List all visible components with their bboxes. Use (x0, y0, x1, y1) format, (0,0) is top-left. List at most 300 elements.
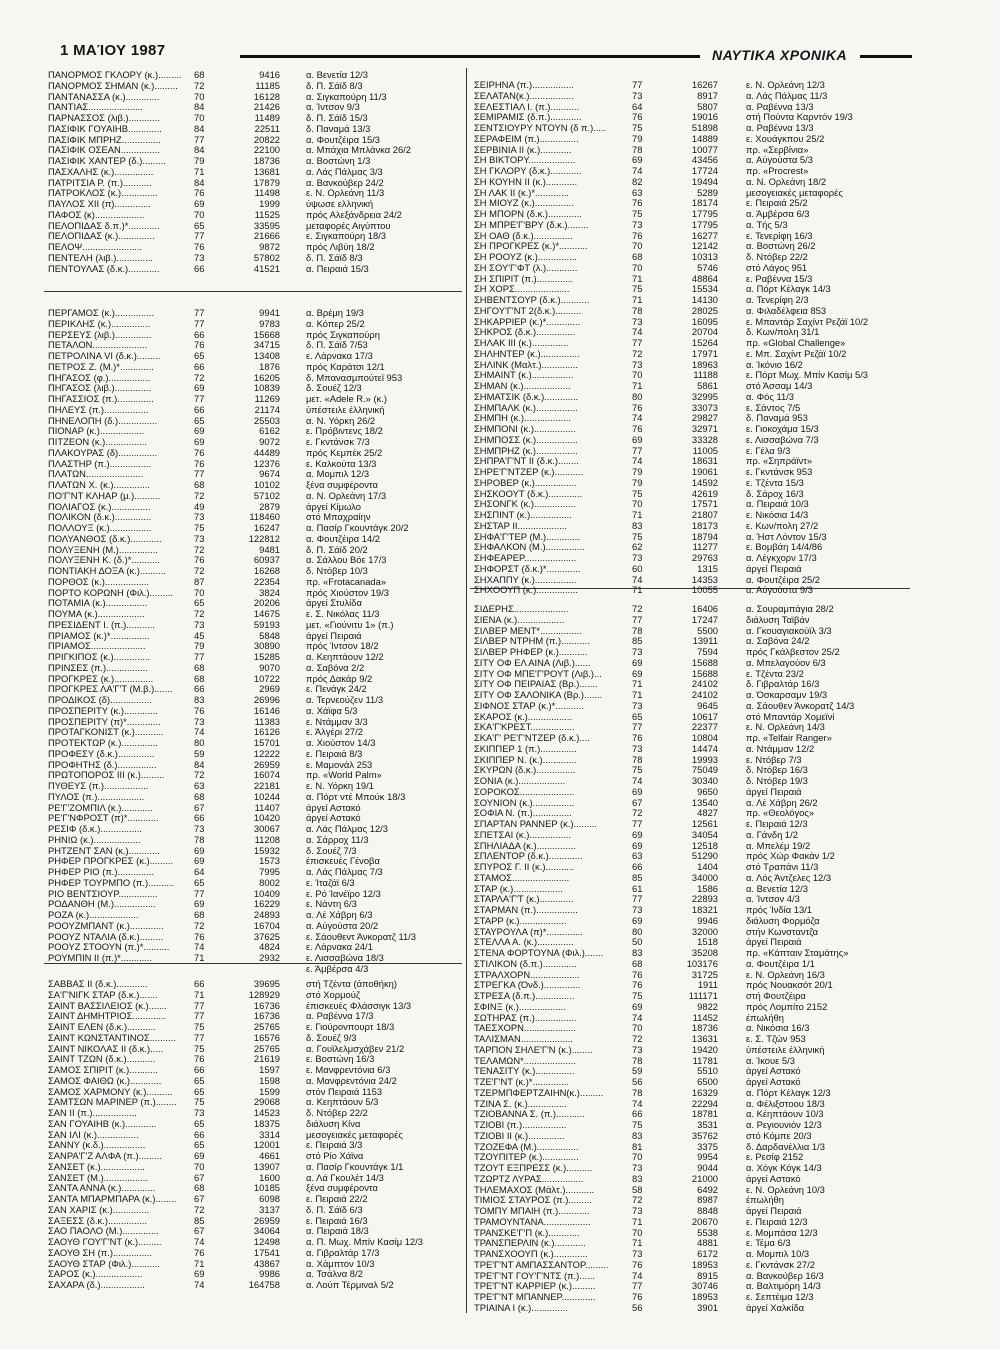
build-year: 77 (632, 445, 643, 456)
tonnage: 18736 (253, 156, 280, 166)
build-year: 74 (632, 1270, 643, 1281)
ship-name: ΣΑΞΕΣΣ (δ.κ.)............... (48, 1215, 148, 1226)
build-year: 87 (194, 576, 205, 587)
destination: α. Ν. Ορλεάνη 18/2 (746, 176, 827, 187)
destination: έπισκευές Φλάσσιγκ 13/3 (306, 1000, 412, 1011)
tonnage: 18953 (691, 1259, 718, 1270)
destination: δ. Ντόβερ 16/3 (746, 765, 808, 776)
build-year: 73 (194, 716, 205, 727)
destination: ε. Πειραιά 25/2 (746, 198, 808, 209)
destination: στό Άσσαμ 14/3 (746, 381, 813, 391)
ship-name: ΣΑΝ ΧΑΡΙΣ (κ.).............. (48, 1204, 150, 1215)
tonnage: 11269 (254, 394, 280, 404)
build-year: 73 (632, 700, 643, 711)
destination: δ. Π. Σάϊδ 6/3 (306, 1204, 363, 1215)
ship-name: ΣΑΙΝΤ ΔΗΜΗΤΡΙΟΣ............. (48, 1011, 167, 1022)
ship-name: ΣΚΥΡΩΝ (δ.κ.)............... (474, 765, 576, 776)
ship-name: ΡΕ'Γ'ΝΦΡΟΣΤ (π)*............ (48, 813, 159, 824)
ship-name: ΣΙΤΥ ΟΦ ΠΕΙΡΑΙΑΣ (Βρ.)....... (474, 679, 598, 690)
ship-name: ΤΙΜΙΟΣ ΣΤΑΥΡΟΣ (π.)......... (474, 1195, 592, 1206)
destination: α. Πειραιά 15/3 (306, 263, 369, 274)
tonnage: 3137 (259, 1204, 280, 1215)
tonnage: 33595 (253, 220, 280, 231)
destination: στήν Κωνσταντζα (746, 926, 819, 937)
destination: ε. Βομβάη 14/4/86 (746, 542, 823, 553)
build-year: 71 (632, 295, 643, 305)
build-year: 65 (194, 877, 205, 888)
build-year: 73 (632, 1206, 643, 1216)
destination: α. Μανφρεντόνια 24/2 (306, 1075, 397, 1086)
destination: έπωλήθη (746, 1195, 784, 1206)
tonnage: 9650 (697, 786, 718, 797)
build-year: 73 (632, 1249, 643, 1259)
tonnage: 8987 (697, 1195, 718, 1206)
ship-name: ΣΑΙΝΤ ΝΙΚΟΛΑΣ ΙΙ (δ.κ.)..... (48, 1043, 164, 1054)
ship-name: ΣΗ ΓΚΛΟΡΥ (δ.κ.)............ (474, 166, 582, 176)
ship-name: ΣΚΑΡΟΣ (κ.)................. (474, 711, 573, 722)
build-year: 75 (194, 523, 205, 533)
build-year: 73 (194, 533, 205, 544)
ship-name: ΣΩΤΗΡΑΣ (π.)................ (474, 1012, 577, 1023)
destination: α. Τερνεούζεν 11/3 (306, 695, 384, 705)
tonnage: 30340 (691, 776, 718, 786)
ship-name: ΡΗΦΕΡ ΤΟΥΡΜΠΟ (π.).......... (48, 877, 175, 888)
ship-name: ΣΗ ΒΙΚΤΟΡΥ.................. (474, 155, 576, 166)
destination: α. Μπάχια Μπλάνκα 26/2 (306, 145, 411, 156)
destination: δ. Π. Σάϊδ 8/3 (306, 80, 363, 91)
build-year: 76 (194, 242, 205, 252)
ship-name: ΣΑΝΡΑ'Γ'Ζ ΑΛΦΑ (π.)......... (48, 1151, 163, 1161)
ship-name: ΤΡΕ'Γ'ΝΤ ΜΠΑΝΝΕΡ............. (474, 1292, 596, 1302)
build-year: 72 (194, 566, 205, 576)
destination: διάλυση Κίνα (306, 1118, 361, 1129)
build-year: 76 (632, 198, 643, 209)
ship-name: ΤΡΑΝΣΧΟΟΥΠ (κ.)............. (474, 1249, 588, 1259)
ship-name: ΠΑΝΟΡΜΟΣ ΣΗΜΑΝ (κ.)......... (48, 80, 178, 91)
destination: α. Λάς Πάλμας 7/3 (306, 867, 383, 877)
tonnage: 16126 (253, 727, 280, 738)
tonnage: 4881 (697, 1238, 718, 1249)
build-year: 79 (632, 467, 643, 477)
destination: πρός Χώρ Φακάν 1/2 (746, 851, 835, 862)
ship-name: ΡΟΟΥΖΜΠΑΝΤ (κ.)............. (48, 920, 164, 931)
tonnage: 12376 (253, 458, 280, 469)
destination: δ. Γιβραλτάρ 16/3 (746, 679, 820, 690)
ship-name: ΣΤΑΜΟΣ...................... (474, 872, 570, 883)
tonnage: 21426 (253, 102, 280, 113)
build-year: 65 (194, 598, 205, 609)
ship-name: ΣΑΟΥΘ ΣΤΑΡ (Φιλ.)........... (48, 1258, 160, 1269)
build-year: 69 (194, 899, 205, 910)
destination: α. Τενερίφη 2/3 (746, 295, 809, 305)
ship-name: ΣΤΑΥΡΟΥΛΑ (π)*.............. (474, 926, 583, 937)
ship-name: ΣΗΜΠΑΛΚ (κ.)................ (474, 402, 578, 413)
build-year: 69 (194, 426, 205, 437)
destination: ε. Σιγκαπούρη 18/3 (306, 231, 387, 242)
destination: α. Λέ Χάβρη 6/3 (306, 910, 373, 920)
build-year: 72 (632, 348, 643, 359)
build-year: 71 (632, 1216, 643, 1227)
build-year: 66 (194, 361, 205, 372)
ship-name: ΠΡΟΤΕΚΤΩΡ (κ.).............. (48, 738, 158, 748)
destination: ε. Σεπτέιμα 12/3 (746, 1292, 814, 1302)
build-year: 74 (632, 166, 643, 176)
tonnage: 9954 (697, 1152, 718, 1163)
build-year: 73 (632, 553, 643, 563)
ship-name: ΣΑΝ ΓΟΥΑΙΗΒ (κ.)............ (48, 1118, 157, 1129)
ship-name: ΣΑΝ ΙΛΙ (κ.)................ (48, 1129, 139, 1140)
tonnage: 5538 (697, 1227, 718, 1238)
destination: α. Βανκούβερ 16/3 (746, 1270, 824, 1281)
build-year: 75 (632, 1120, 643, 1130)
ship-name: ΤΖΙΟΒΙ (π.)................. (474, 1120, 567, 1130)
build-year: 75 (632, 531, 643, 542)
destination: άργεί Χαλκίδα (746, 1302, 805, 1313)
ship-name: ΠΥΛΟΣ (π.).................. (48, 791, 145, 802)
tonnage: 22181 (253, 781, 280, 791)
build-year: 79 (194, 641, 205, 652)
build-year: 79 (632, 133, 643, 144)
destination: α. Λάς Πάλμας 12/3 (306, 824, 388, 834)
build-year: 77 (194, 308, 205, 318)
tonnage: 26959 (253, 759, 280, 770)
tonnage: 5861 (697, 381, 718, 391)
ship-name: ΠΡΩΤΟΠΟΡΟΣ ΙΙΙ (κ.)......... (48, 770, 165, 781)
build-year: 64 (632, 101, 643, 112)
build-year: 72 (194, 544, 205, 555)
tonnage: 9783 (259, 318, 280, 329)
destination: α. Πειραιά 18/3 (306, 1226, 369, 1237)
destination: πρός Αλεξάνδρεια 24/2 (306, 209, 402, 220)
build-year: 64 (194, 867, 205, 877)
build-year: 78 (632, 144, 643, 155)
ship-name: ΠΛΑΚΟΥΡΑΣ (δ)............... (48, 447, 158, 458)
build-year: 69 (632, 829, 643, 840)
tonnage: 9986 (259, 1269, 280, 1280)
ship-name: ΣΗΦΟΡΣΤ (δ.κ.)*............. (474, 563, 581, 574)
tonnage: 16329 (691, 1087, 718, 1098)
build-year: 65 (194, 351, 205, 361)
tonnage: 9872 (259, 242, 280, 252)
ship-name: ΣΑ'Γ'ΝΙΓΚ ΣΤΑΡ (δ.κ.)....... (48, 989, 158, 1000)
ship-name: ΣΑΝΝΥ (κ.δ.)................ (48, 1140, 146, 1151)
destination: δ. Δαρδανέλλια 1/3 (746, 1141, 825, 1152)
build-year: 66 (194, 404, 205, 415)
destination: α. Νικόσια 16/3 (746, 1023, 810, 1034)
tonnage: 17795 (691, 219, 718, 230)
ship-name: ΠΑΝΤΙΑΣ..................... (48, 102, 143, 113)
build-year: 68 (632, 958, 643, 969)
destination: α. Βενετία 12/3 (306, 70, 368, 80)
build-year: 70 (632, 241, 643, 252)
build-year: 76 (632, 230, 643, 241)
ship-name: ΣΗΦΕΑΡΕΡ.................... (474, 553, 577, 563)
ship-name: ΤΡΑΝΣΚΕ'Γ'Π (κ.)............ (474, 1227, 580, 1238)
ship-name: ΣΙΛΒΕΡ ΡΗΦΕΡ (κ.)........... (474, 647, 588, 657)
destination: ε. Ν. Ορλεάνη 14/3 (746, 722, 825, 733)
destination: έπωλήθη (746, 1012, 784, 1023)
build-year: 74 (632, 776, 643, 786)
destination: πρ. «Σηπράϊντ» (746, 456, 813, 467)
build-year: 76 (194, 340, 205, 351)
destination: δ. Π. Σάϊδ 8/3 (306, 252, 363, 263)
tonnage: 11277 (692, 542, 718, 553)
destination: ε. Σ. Τζών 953 (746, 1034, 806, 1044)
build-year: 67 (194, 1194, 205, 1204)
destination: ε. Λάρνακα 24/1 (306, 942, 373, 953)
ship-name: ΤΖΙΝΑ Σ. (κ.)............... (474, 1098, 567, 1109)
tonnage: 22377 (691, 722, 718, 733)
ship-name: ΠΡΟΓΚΡΕΣ (κ.)............... (48, 673, 154, 684)
build-year: 74 (632, 413, 643, 424)
ship-name: ΣΗΛΙΝΚ (Μαλτ.).............. (474, 359, 578, 370)
destination: άργεί Αστακό (746, 1077, 801, 1087)
build-year: 66 (194, 813, 205, 824)
build-year: 66 (632, 862, 643, 872)
ship-name: ΡΟΖΑ (κ.)................... (48, 910, 139, 920)
tonnage: 17879 (253, 177, 280, 188)
destination: α. Χόγκ Κόγκ 14/3 (746, 1163, 822, 1173)
tonnage: 16736 (253, 1000, 280, 1011)
destination: ε. Ν. Ορλεάνη 12/3 (746, 80, 825, 90)
destination: δ. Παναμά 13/3 (306, 123, 371, 134)
ship-name: ΣΗΜΠΟΣΣ (κ.)................ (474, 434, 578, 445)
tonnage: 44489 (253, 447, 280, 458)
destination: α. Φέλιξστοου 18/3 (746, 1098, 825, 1109)
tonnage: 6172 (697, 1249, 718, 1259)
destination: πρ. «Global Challenge» (746, 338, 846, 348)
tonnage: 22100 (253, 145, 280, 156)
build-year: 74 (632, 327, 643, 338)
ship-name: ΣΤΡΕΓΚΑ (Όνδ.).............. (474, 980, 581, 991)
build-year: 70 (194, 1161, 205, 1172)
build-year: 75 (194, 1022, 205, 1032)
destination: στό Ρίο Χάϊνα (306, 1151, 364, 1161)
destination: άργεί Αστακό (306, 813, 361, 824)
build-year: 59 (632, 1066, 643, 1077)
tonnage: 43456 (691, 155, 718, 166)
build-year: 65 (194, 1140, 205, 1151)
ship-name: ΤΡΕ'Γ'ΝΤ ΚΑΡΡΙΕΡ (κ.)......... (474, 1281, 596, 1292)
build-year: 69 (194, 845, 205, 856)
destination: α. Βρέμη 19/3 (306, 308, 364, 318)
build-year: 75 (632, 123, 643, 133)
destination: α. Κέηπτάουν 10/3 (746, 1109, 824, 1120)
ship-name: ΡΟΔΑΝΘΗ (Μ.)................ (48, 899, 156, 910)
tonnage: 11208 (254, 834, 280, 845)
ship-name: ΣΑΝΤΑ ΑΝΝΑ (κ.)............. (48, 1183, 156, 1194)
destination: μεσογειακές μεταφορές (746, 187, 843, 198)
destination: άργεί Πειραιά (746, 937, 802, 948)
ship-name: ΣΗΠΡΑ'Γ'ΝΤ ΙΙ (δ.κ.)........ (474, 456, 579, 467)
destination: α. Μπελέμ 19/2 (746, 840, 811, 851)
build-year: 69 (194, 856, 205, 867)
tonnage: 12142 (691, 241, 718, 252)
build-year: 69 (632, 786, 643, 797)
tonnage: 14675 (253, 609, 280, 619)
destination: δ. Ντόβερ 10/3 (306, 566, 368, 576)
build-year: 73 (632, 647, 643, 657)
build-year: 77 (194, 1000, 205, 1011)
tonnage: 20704 (691, 327, 718, 338)
tonnage: 11525 (254, 209, 280, 220)
ship-name: ΠΡΟΔΙΚΟΣ (δ)................ (48, 695, 152, 705)
tonnage: 18174 (691, 198, 718, 209)
build-year: 76 (194, 931, 205, 942)
destination: δ. Ντόβερ 22/2 (746, 252, 808, 262)
ship-name: ΣΕΝΤΣΙΟΥΡΥ ΝΤΟΥΝ (δ π.)..... (474, 123, 607, 133)
destination: α. Μομπιλ 12/3 (306, 469, 370, 480)
destination: α. Κεηπτάουν 12/2 (306, 652, 384, 662)
build-year: 76 (632, 402, 643, 413)
tonnage: 10839 (253, 383, 280, 394)
tonnage: 9481 (259, 544, 280, 555)
ship-name: ΣΟΡΟΚΟΣ..................... (474, 786, 575, 797)
build-year: 65 (194, 1075, 205, 1086)
destination: μετ. «Γιούνιτυ 1» (π.) (306, 619, 394, 630)
ship-name: ΣΙΤΥ ΟΦ ΜΠΕ'Γ'ΡΟΥΤ (Λιβ.)... (474, 668, 602, 679)
destination: α. Σαβόνα 2/2 (306, 662, 365, 673)
tonnage: 34064 (253, 1226, 280, 1237)
build-year: 83 (632, 1173, 643, 1184)
destination: ε. Ν. Ορλεάνη 11/3 (306, 188, 385, 199)
build-year: 83 (632, 948, 643, 958)
ship-name: ΠΟΡΤΟ ΚΟΡΩΝΗ (Φιλ.)......... (48, 587, 173, 598)
build-year: 80 (194, 738, 205, 748)
tonnage: 19016 (691, 112, 718, 123)
ship-name: ΤΡΙΑΙΝΑ Ι (κ.).............. (474, 1302, 568, 1313)
build-year: 77 (194, 888, 205, 899)
destination: ύπέστειλε έλληνική (746, 1044, 825, 1055)
ship-name: ΣΗ ΡΟΟΥΖ (κ.)............... (474, 252, 577, 262)
destination: α. Χιούστον 14/3 (306, 738, 376, 748)
destination: μεταφορές Αιγύπτου (306, 220, 391, 231)
destination: στόν Πειραιά 1153 (306, 1086, 383, 1097)
tonnage: 21000 (691, 1173, 718, 1184)
destination: ε. Πρόβιντενς 18/2 (306, 426, 383, 437)
build-year: 62 (632, 542, 643, 553)
build-year: 78 (632, 1055, 643, 1066)
build-year: 63 (632, 851, 643, 862)
build-year: 76 (194, 447, 205, 458)
build-year: 77 (632, 722, 643, 733)
tonnage: 29763 (691, 553, 718, 563)
build-year: 85 (632, 636, 643, 647)
tonnage: 1999 (259, 199, 280, 209)
tonnage: 3531 (697, 1120, 718, 1130)
tonnage: 5500 (697, 625, 718, 636)
destination: α. Ραβέννα 13/3 (746, 123, 814, 133)
ship-name: ΠΟΡΘΟΣ (κ.)................. (48, 576, 150, 587)
tonnage: 14474 (691, 743, 718, 754)
build-year: 71 (194, 1258, 205, 1269)
ship-name: ΠΑΝΟΡΜΟΣ ΓΚΛΟΡΥ (κ.)......... (48, 70, 182, 80)
build-year: 77 (194, 134, 205, 145)
tonnage: 8917 (697, 90, 718, 101)
build-year: 76 (632, 980, 643, 991)
build-year: 77 (194, 469, 205, 480)
build-year: 56 (632, 1302, 643, 1313)
build-year: 84 (194, 145, 205, 156)
tonnage: 12001 (253, 1140, 280, 1151)
build-year: 66 (194, 1065, 205, 1075)
destination: στή Πούντα Καρντόν 19/3 (746, 112, 853, 123)
tonnage: 19494 (691, 176, 718, 187)
build-year: 80 (632, 926, 643, 937)
destination: α. Αύγούστα 5/3 (746, 155, 813, 166)
destination: α. Φουτζέιρα 1/1 (746, 958, 815, 969)
ship-name: ΣΗ ΜΙΟΥΖ (κ.)............... (474, 198, 574, 209)
build-year: 72 (194, 80, 205, 91)
build-year: 72 (194, 920, 205, 931)
tonnage: 39695 (253, 979, 280, 989)
ship-name: ΣΕΛΑΤΑΝ(κ.)................. (474, 90, 574, 101)
destination: πρός Ίντσον 18/2 (306, 641, 379, 652)
ship-name: ΣΑΜΟΣ ΧΑΡΜΟΝΥ (κ.).......... (48, 1086, 173, 1097)
ship-name: ΠΕΡΣΕΥΣ (λιβ.).............. (48, 329, 152, 340)
ship-name: ΠΗΝΕΛΟΠΗ (δ.)............... (48, 415, 158, 426)
destination: ύπέστειλε έλληνική (306, 404, 385, 415)
destination: ε. Βοστώνη 16/3 (306, 1054, 375, 1065)
ship-name: ΤΖΟΥΠΙΤΕΡ (κ.).............. (474, 1152, 579, 1163)
build-year: 71 (632, 1238, 643, 1249)
build-year: 69 (194, 1151, 205, 1161)
destination: α. Ίντσον 4/3 (746, 894, 800, 905)
ship-name: ΣΤΑΡΜΑΝ (π.)................ (474, 905, 578, 915)
tonnage: 20206 (253, 598, 280, 609)
destination: α. Σάλλου Βόε 17/3 (306, 555, 387, 566)
ship-name: ΤΑΕΣΧΟΡΝ.................... (474, 1023, 576, 1034)
tonnage: 17571 (691, 499, 718, 510)
build-year: 75 (632, 488, 643, 499)
build-year: 69 (632, 155, 643, 166)
destination: α. Τής 5/3 (746, 219, 788, 230)
ship-name: ΠΡΙΝΣΕΣ (π.)................ (48, 662, 148, 673)
ship-name: ΤΡΑΝΣΠΕΡΛΙΝ (κ.)............ (474, 1238, 586, 1249)
tonnage: 18173 (691, 520, 718, 531)
destination: ε. Τζέντα 15/3 (746, 477, 804, 488)
tonnage: 48864 (691, 273, 718, 284)
tonnage: 10617 (691, 711, 718, 722)
build-year: 85 (194, 1215, 205, 1226)
tonnage: 51898 (691, 123, 718, 133)
tonnage: 14353 (691, 574, 718, 585)
destination: άργεί Στυλίδα (306, 598, 362, 609)
build-year: 68 (194, 791, 205, 802)
tonnage: 1600 (259, 1172, 280, 1183)
ship-name: ΤΑΛΙΣΜΑΝ.................... (474, 1034, 573, 1044)
ship-name: ΣΑΙΝΤ ΒΑΣΣΙΛΕΙΟΣ (κ.)....... (48, 1000, 167, 1011)
destination: ε. Νάντη 6/3 (306, 899, 357, 910)
ship-name: ΣΗΓΟΥ'Γ'ΝΤ 2(δ.κ.).......... (474, 305, 582, 316)
destination: πρός Νουακσότ 20/1 (746, 980, 833, 991)
tonnage: 11005 (692, 445, 718, 456)
build-year: 68 (194, 70, 205, 80)
tonnage: 1876 (259, 361, 280, 372)
tonnage: 11185 (255, 80, 280, 91)
build-year: 85 (632, 872, 643, 883)
tonnage: 4661 (259, 1151, 280, 1161)
destination: άργεί Αστακό (306, 802, 361, 813)
ship-name: ΠΑΡΝΑΣΣΟΣ (λιβ.)............ (48, 113, 160, 123)
build-year: 73 (632, 359, 643, 370)
ship-name: ΠΟΝΤΙΑΚΗ ΔΟΞΑ (κ.).......... (48, 566, 166, 576)
build-year: 70 (194, 209, 205, 220)
tonnage: 33073 (691, 402, 718, 413)
ship-name: ΣΗΦΑ'Γ'ΤΕΡ (Μ.)............. (474, 531, 580, 542)
tonnage: 18794 (691, 531, 718, 542)
ship-name: ΣΤΑΡΡ (κ.).................. (474, 915, 567, 926)
